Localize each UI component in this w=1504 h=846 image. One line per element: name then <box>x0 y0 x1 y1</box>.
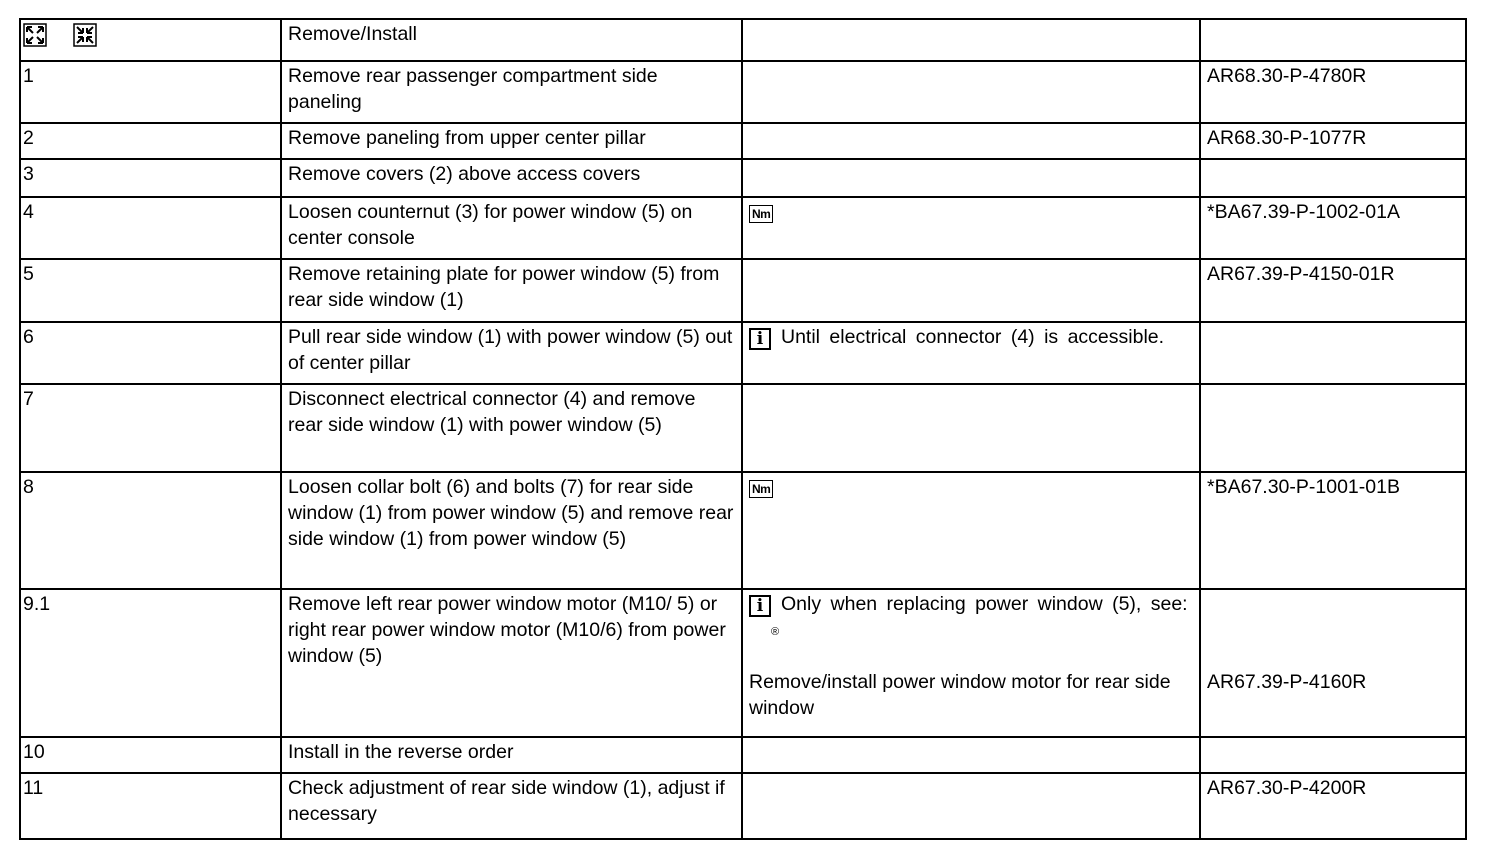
reference-link[interactable]: AR68.30-P-1077R <box>1200 123 1466 159</box>
note-cell <box>742 322 1200 384</box>
step-text: Install in the reverse order <box>281 737 742 773</box>
note-cell <box>742 123 1200 159</box>
step-text: Loosen collar bolt (6) and bolts (7) for rear side window (1) from power window (5) and remove rear side window (1) from power window (5) <box>281 472 742 589</box>
table-row <box>20 589 1466 737</box>
step-number: 10 <box>20 737 281 773</box>
reference-link[interactable] <box>1200 322 1466 384</box>
collapse-icon[interactable] <box>73 23 97 47</box>
reference-link[interactable]: AR67.39-P-4160R <box>1207 671 1367 693</box>
note-cell <box>742 259 1200 322</box>
torque-icon[interactable]: Nm <box>749 205 773 223</box>
step-number: 11 <box>20 773 281 839</box>
step-text: Remove left rear power window motor (M10/ 5) or right rear power window motor (M10/6) from power window (5) <box>281 589 742 737</box>
note-text: Until electrical connector (4) is accessible. <box>781 326 1165 348</box>
step-number: 7 <box>20 384 281 472</box>
reference-link[interactable]: AR67.30-P-4200R <box>1200 773 1466 839</box>
table-row <box>20 472 1466 589</box>
reference-link[interactable]: AR67.39-P-4150-01R <box>1200 259 1466 322</box>
table-row <box>20 259 1466 322</box>
info-icon: i <box>749 595 771 617</box>
note-cell <box>742 737 1200 773</box>
step-number: 4 <box>20 197 281 259</box>
step-text: Check adjustment of rear side window (1), adjust if necessary <box>281 773 742 839</box>
table-row <box>20 197 1466 259</box>
note-cell <box>742 61 1200 123</box>
step-text: Pull rear side window (1) with power window (5) out of center pillar <box>281 322 742 384</box>
header-icons-cell <box>20 19 281 61</box>
reference-symbol[interactable]: ® <box>771 626 780 638</box>
step-text: Remove rear passenger compartment side paneling <box>281 61 742 123</box>
header-empty-cell <box>742 19 1200 61</box>
step-number: 5 <box>20 259 281 322</box>
reference-link[interactable]: AR68.30-P-4780R <box>1200 61 1466 123</box>
reference-link[interactable] <box>1200 737 1466 773</box>
table-row <box>20 737 1466 773</box>
reference-link[interactable]: *BA67.39-P-1002-01A <box>1200 197 1466 259</box>
subnote-text: Remove/install power window motor for rear side window <box>749 671 1171 719</box>
step-text: Remove paneling from upper center pillar <box>281 123 742 159</box>
step-number: 3 <box>20 159 281 197</box>
header-title: Remove/Install <box>281 19 742 61</box>
table-row <box>20 773 1466 839</box>
table-header-row <box>20 19 1466 61</box>
note-cell <box>742 197 1200 259</box>
step-number: 8 <box>20 472 281 589</box>
note-text: Only when replacing power window (5), see: <box>781 593 1188 615</box>
step-number: 1 <box>20 61 281 123</box>
step-number: 2 <box>20 123 281 159</box>
note-cell <box>742 159 1200 197</box>
note-cell <box>742 773 1200 839</box>
info-icon: i <box>749 328 771 350</box>
procedure-table <box>19 18 1467 840</box>
step-text: Disconnect electrical connector (4) and remove rear side window (1) with power window (5) <box>281 384 742 472</box>
step-number: 6 <box>20 322 281 384</box>
step-text: Loosen counternut (3) for power window (5) on center console <box>281 197 742 259</box>
table-row <box>20 61 1466 123</box>
reference-cell <box>1200 589 1466 737</box>
note-cell <box>742 472 1200 589</box>
header-empty-cell <box>1200 19 1466 61</box>
step-text: Remove covers (2) above access covers <box>281 159 742 197</box>
table-row <box>20 322 1466 384</box>
expand-icon[interactable] <box>23 23 47 47</box>
step-text: Remove retaining plate for power window (5) from rear side window (1) <box>281 259 742 322</box>
reference-link[interactable] <box>1200 384 1466 472</box>
note-cell <box>742 384 1200 472</box>
table-row <box>20 159 1466 197</box>
reference-link[interactable] <box>1200 159 1466 197</box>
table-row <box>20 123 1466 159</box>
table-row <box>20 384 1466 472</box>
reference-link[interactable]: *BA67.30-P-1001-01B <box>1200 472 1466 589</box>
torque-icon[interactable]: Nm <box>749 480 773 498</box>
step-number: 9.1 <box>20 589 281 737</box>
note-cell <box>742 589 1200 737</box>
